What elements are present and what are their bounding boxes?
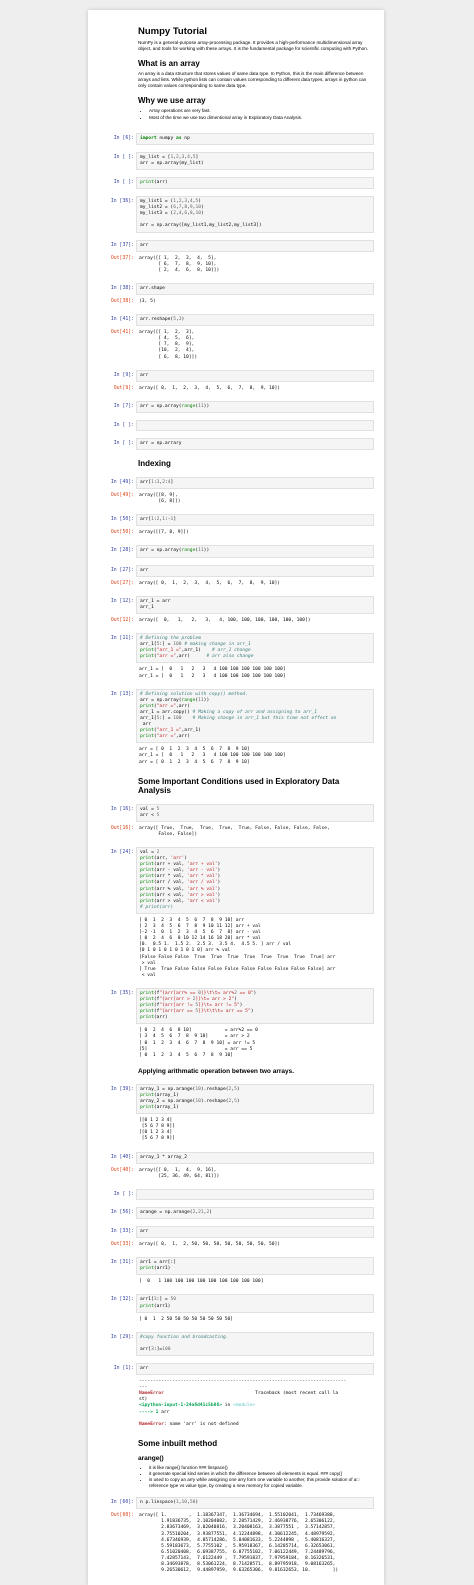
code-input[interactable]: [136, 420, 374, 431]
input-prompt: In [1]:: [113, 1365, 134, 1371]
code-output: array([[8, 9], [6, 8]]): [139, 493, 181, 505]
code-input[interactable]: arr = np.arrary: [136, 438, 374, 450]
input-prompt: In [56]:: [110, 1209, 134, 1215]
code-input[interactable]: arr[1:3,2:4]: [136, 477, 374, 489]
markdown-cell: [88, 1068, 384, 1075]
output-prompt: Out[37]:: [110, 255, 134, 261]
why-list: [138, 108, 374, 120]
code-output: --------------------------------------------------------------------------- --- NameError Traceback (most recent call la st) <ipython-input-1-24a6d41c5b86> in <module> ----> 1 arr NameError: name 'arr' is not defined: [139, 1379, 347, 1427]
markdown-cell: [88, 459, 384, 468]
input-prompt: In [24]:: [110, 850, 134, 855]
output-prompt: Out[12]:: [110, 617, 134, 623]
output-prompt: Out[40]:: [110, 1167, 134, 1173]
list-item: • is used to copy an arry while assigning one arry form one variable to another, this provide solution of a□ reference type vs value type, by creating a new memory for copied variable.: [149, 1477, 374, 1489]
code-output: [ 0 1 100 100 100 100 100 100 100 100 100]: [139, 1279, 264, 1285]
code-cell: [88, 1207, 374, 1219]
code-input[interactable]: print(f"{arr[arr% == 0]}\t\t= arr%2 == 0") print(f"{arr[arr > 2]}\t= arr > 2") print(f"{arr[arr != 5]}\t= arr != 5") print(f"{arr[arr == 5]}\t\t\t= arr == 5") print(arr): [136, 988, 374, 1024]
code-output: array([ 1. , 1.18367347, 1.36734694, 1.55102041, 1.73469388, 1.91836735, 2.10204082, 2.28571429, 2.46938776, 2.65306122, 2.83673469, 3.02040816, 3.20408163, 3.3877551 , 3.57142857, 3.75510204, 3.93877551, 4.12244898, 4.30612245, 4.48979592, 4.67346939, 4.85714286, 5.04081633, 5.2244898 , 5.40816327, 5.59183673, 5.7755102 , 5.95918367, 6.14285714, 6.32653061, 6.51020408, 6.69387755, 6.87755102, 7.06122449, 7.24489796, 7.42857143, 7.6122449 , 7.79591837, 7.97959184, 8.16326531, 8.34693878, 8.53061224, 8.71428571, 8.89795918, 9.08163265, 9.26530612, 9.44897959, 9.63265306, 9.81632653, 10. ]): [139, 1513, 339, 1574]
code-output: [ 0 1 2 3 4 5 6 7 8 9 10] arr [ 2 3 4 5 6 7 8 9 10 11 12] arr + val [-2 -1 0 1 2 3 4 5 6 7 8] arr - val [ 0 2 4 6 8 10 12 14 16 18 20] arr * val [0. 0.5 1. 1.5 2. 2.5 3. 3.5 4. 4.5 5. ] arr / val [0 1 0 1 0 1 0 1 0 1 0] arr % val [False False False True True True True True True True True] arr > val [ True True False False False False False False False False False] arr < val: [139, 917, 336, 978]
code-cell: [88, 283, 374, 307]
code-cell: [88, 804, 374, 840]
code-cell: [88, 1152, 374, 1182]
input-prompt: In [39]:: [110, 1086, 134, 1092]
output-prompt: Out[38]:: [110, 298, 134, 304]
code-input[interactable]: arr = np.array(range(11)): [136, 545, 374, 557]
input-prompt: In [49]:: [110, 480, 134, 485]
input-prompt: In [38]:: [110, 285, 134, 291]
input-prompt: In [6]:: [113, 135, 134, 141]
input-prompt: In [41]:: [110, 317, 134, 323]
heading-arange: arange(): [138, 1454, 164, 1462]
heading-what-is-array: What is an array: [138, 59, 200, 69]
page-title: Numpy Tutorial: [138, 26, 207, 37]
code-cell: [88, 565, 374, 589]
code-input[interactable]: [136, 1189, 374, 1200]
input-prompt: In [31]:: [110, 1260, 134, 1266]
output-prompt: Out[50]:: [110, 530, 134, 536]
input-prompt: In [32]:: [110, 1297, 134, 1303]
code-input[interactable]: arr = np.array(range(11)): [136, 401, 374, 413]
code-cell: [88, 596, 374, 626]
code-cell: [88, 1332, 374, 1356]
code-input[interactable]: # Defining solution with copy() method. arr = np.array(range(11)) print("arr =",arr) arr_1 = arr.copy() # Making a copy of arr and assigning to arr_1 arr_1[5:] = 100 # Making change in arr_1 but this time not effect on arr print("arr_1 =",arr_1) print("arr =",arr): [136, 689, 374, 744]
code-cell: [88, 133, 374, 145]
code-cell: [88, 1189, 374, 1200]
code-cell: [88, 1257, 374, 1287]
code-input[interactable]: arr[1:2,1:-1]: [136, 514, 374, 526]
code-output: [ 0 2 4 6 8 10] = arr%2 == 0 [ 3 4 5 6 7 8 9 10] = arr > 2 [ 0 1 2 3 4 6 7 8 9 10] = arr != 5 [5] = arr == 5 [ 0 1 2 3 4 5 6 7 8 9 10]: [139, 1028, 258, 1058]
code-input[interactable]: arr.shape: [136, 283, 374, 295]
markdown-cell: [88, 26, 384, 121]
input-prompt: In [13]:: [110, 691, 134, 697]
code-output: [[0 1 2 3 4] [5 6 7 8 9]] [[0 1 2 3 4] [5 6 7 8 9]]: [139, 1118, 175, 1142]
code-cell: [88, 988, 374, 1061]
code-cell: [88, 420, 374, 431]
code-cell: [88, 438, 374, 450]
input-prompt: In [36]:: [110, 199, 134, 205]
code-output: [ 0 1 2 50 50 50 50 50 50 50 50]: [139, 1316, 234, 1322]
code-input[interactable]: arange = np.arange(2,21,2): [136, 1207, 374, 1219]
input-prompt: In [ ]:: [113, 440, 134, 446]
heading-conditions: Some Important Conditions used in Exploratory Data Analysis: [138, 776, 340, 795]
arange-list: [138, 1465, 374, 1489]
code-cell: [88, 240, 374, 276]
input-prompt: In [ ]:: [113, 154, 134, 160]
heading-arithmetic: Applying arithmatic operation between two arrays.: [138, 1067, 295, 1075]
code-cell: [88, 1363, 374, 1430]
input-prompt: In [16]:: [110, 806, 134, 812]
code-input[interactable]: arr: [136, 1363, 374, 1375]
code-cell: [88, 314, 374, 363]
code-output: array([[ 0, 1, 4, 9, 16], [25, 36, 49, 64, 81]]): [139, 1167, 220, 1179]
code-cell: [88, 370, 374, 394]
code-cell: [88, 177, 374, 189]
input-prompt: In [7]:: [113, 403, 134, 409]
input-prompt: In [12]:: [110, 598, 134, 604]
code-input[interactable]: import numpy as np: [136, 133, 374, 145]
heading-why-array: Why we use array: [138, 96, 206, 106]
code-input[interactable]: arr: [136, 240, 374, 252]
list-item: • it is like range() function ### linspace(): [149, 1465, 374, 1471]
code-input[interactable]: arr1[3:] = 50 print(arr1): [136, 1294, 374, 1312]
code-input[interactable]: # Defining the problem arr_1[5:] = 100 # making change in arr_1 print("arr_1 =",arr_1) # arr_1 change print("arr =",arr) # arr also change: [136, 633, 374, 663]
output-prompt: Out[60]:: [110, 1513, 134, 1519]
markdown-cell: [88, 1439, 384, 1489]
code-output: (3, 5): [139, 298, 156, 304]
output-prompt: Out[33]:: [110, 1242, 134, 1248]
code-cell: [88, 847, 374, 981]
input-prompt: In [33]:: [110, 1228, 134, 1234]
code-input[interactable]: array_1 * array_2: [136, 1152, 374, 1164]
code-output: arr_1 = [ 0 1 2 3 4 100 100 100 100 100 100] arr_1 = [ 0 1 2 3 4 100 100 100 100 100 100]: [139, 667, 286, 679]
code-cell: [88, 514, 374, 538]
code-output: arr = [ 0 1 2 3 4 5 6 7 8 9 10] arr_1 = [ 0 1 2 3 4 100 100 100 100 100 100] arr = [ 0 1 2 3 4 5 6 7 8 9 10]: [139, 747, 286, 765]
input-prompt: In [ ]:: [113, 422, 134, 428]
intro-paragraph: NumPy is a general-purpose array-processing package. It provides a high-performance multidimensional array object, and tools for working with these arrays. It is the fundamental package for scientific computing with Python.: [138, 40, 369, 52]
code-cell: [88, 633, 374, 682]
output-prompt: Out[16]:: [110, 825, 134, 831]
code-output: array([[ 1, 2, 3], [ 4, 5, 6], [ 7, 8, 9], [10, 2, 4], [ 6, 8, 10]]): [139, 330, 198, 360]
code-input[interactable]: val = 2 print(arr, 'arr') print(arr + val, 'arr + val') print(arr - val, 'arr - val') print(arr * val, 'arr * val') print(arr / val, 'arr / val') print(arr % val, 'arr % val') print(arr < val, 'arr > val') print(arr > val, 'arr < val') # print(arr): [136, 847, 374, 914]
list-item: • Most of the time we use two dimentional array in Exploratory Data Analysis.: [149, 115, 374, 121]
code-output: array([ True, True, True, True, True, False, False, False, False, False, False]): [139, 825, 330, 837]
input-prompt: In [35]:: [110, 990, 134, 996]
input-prompt: In [9]:: [113, 372, 134, 378]
code-input[interactable]: arr_1 = arr arr_1: [136, 596, 374, 614]
code-output: array([ 0, 1, 2, 3, 4, 5, 6, 7, 8, 9, 10]): [139, 580, 281, 586]
output-prompt: Out[9]:: [113, 385, 134, 391]
code-input[interactable]: arr: [136, 370, 374, 382]
code-input[interactable]: my_list1 = (1,2,3,4,5) my_list2 = (6,7,8,9,10) my_list3 = (2,4,6,8,10) arr = np.array([my_list1,my_list2,my_list3]): [136, 196, 374, 232]
notebook-page: [88, 10, 384, 1585]
input-prompt: In [40]:: [110, 1154, 134, 1160]
code-cell: [88, 1084, 374, 1145]
code-output: array([ 0, 1, 2, 3, 4, 100, 100, 100, 100, 100, 100]): [139, 617, 311, 623]
input-prompt: In [ ]:: [113, 179, 134, 185]
heading-indexing: Indexing: [138, 459, 171, 468]
code-cell: [88, 1226, 374, 1250]
output-prompt: Out[27]:: [110, 580, 134, 586]
code-output: array([ 0, 1, 2, 50, 50, 50, 50, 50, 50, 50, 50]): [139, 1242, 281, 1248]
markdown-cell: [88, 777, 384, 795]
output-prompt: Out[49]:: [110, 493, 134, 499]
input-prompt: In [28]:: [110, 548, 134, 554]
code-input[interactable]: array_1 = np.arange(10).reshape(2,5) print(array_1) array_2 = np.arange(10).reshape(2,5) print(array_1): [136, 1084, 374, 1114]
code-output: array([[ 1, 2, 3, 4, 5], [ 6, 7, 8, 9, 10], [ 2, 4, 6, 8, 10]]): [139, 255, 220, 273]
code-input[interactable]: #copy function and broadcasting. arr[3:]=100: [136, 1332, 374, 1356]
input-prompt: In [37]:: [110, 242, 134, 248]
code-cell: [88, 1497, 374, 1576]
input-prompt: In [29]:: [110, 1334, 134, 1340]
output-prompt: Out[41]:: [110, 330, 134, 336]
input-prompt: In [11]:: [110, 636, 134, 642]
code-output: array([[7, 8, 9]]): [139, 530, 189, 536]
code-cell: [88, 477, 374, 507]
input-prompt: In [60]:: [110, 1500, 134, 1506]
list-item: • it generate special kind series in which the difference between all elements is equal. ### copy(): [149, 1471, 374, 1477]
array-description: An array is a data structure that stores values of same data type. In Python, this is the main difference between arrays and lists. While python lists can contain values corresponding to different data types, arrays in python can only contain values corresponding to same data type.: [138, 71, 367, 89]
code-cell: [88, 689, 374, 768]
code-input[interactable]: arr1 = arr[:] print(arr1): [136, 1257, 374, 1275]
code-input[interactable]: arr: [136, 1226, 374, 1238]
code-input[interactable]: my_list = [1,2,3,4,5] arr = np.array(my_list): [136, 152, 374, 170]
heading-inbuilt: Some inbuilt method: [138, 1438, 218, 1448]
code-input[interactable]: arr.reshape(5,3): [136, 314, 374, 326]
code-input[interactable]: n p.linspace(1,10,50): [136, 1497, 374, 1509]
input-prompt: In [50]:: [110, 517, 134, 523]
code-input[interactable]: print(arr): [136, 177, 374, 189]
code-cell: [88, 401, 374, 413]
code-cell: [88, 196, 374, 232]
list-item: • Array operations are very fast.: [149, 108, 374, 114]
code-cell: [88, 152, 374, 170]
input-prompt: In [27]:: [110, 567, 134, 573]
code-output: array([ 0, 1, 2, 3, 4, 5, 6, 7, 8, 9, 10]): [139, 385, 281, 391]
code-cell: [88, 545, 374, 557]
code-input[interactable]: arr: [136, 565, 374, 577]
code-cell: [88, 1294, 374, 1324]
input-prompt: In [ ]:: [113, 1191, 134, 1197]
code-input[interactable]: val = 5 arr < 5: [136, 804, 374, 822]
